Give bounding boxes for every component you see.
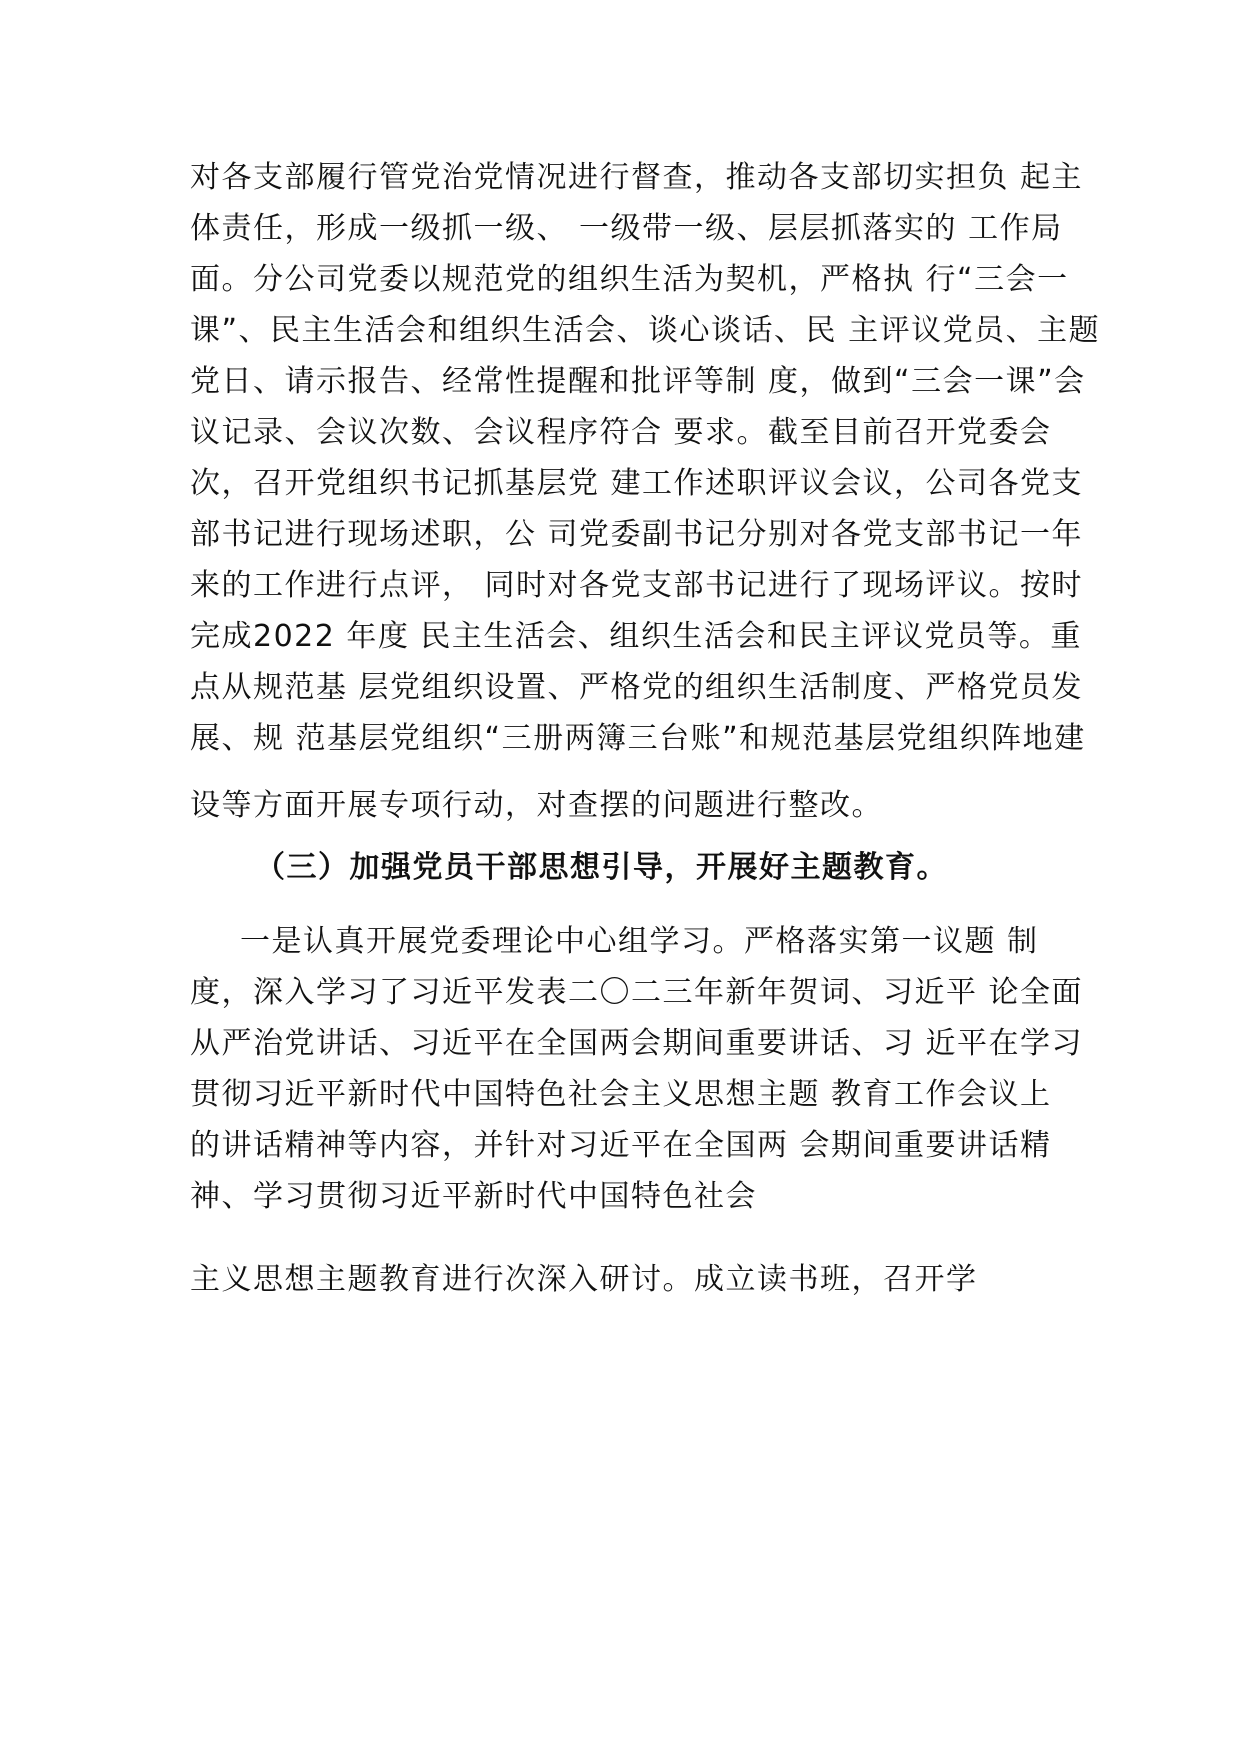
paragraph-line: 对各支部履行管党治党情况进行督查，推动各支部切实担负 起主 [190,160,1084,195]
paragraph-line: 党日、请示报告、经常性提醒和批评等制 度，做到“三会一课”会 [190,364,1086,399]
paragraph-line: 次，召开党组织书记抓基层党 建工作述职评议会议，公司各党支 [190,466,1084,501]
paragraph-line: 体责任，形成一级抓一级、 一级带一级、层层抓落实的 工作局 [190,211,1063,246]
paragraph-line: 展、规 范基层党组织“三册两簿三台账”和规范基层党组织阵地建 [190,721,1086,756]
paragraph-line: 议记录、会议次数、会议程序符合 要求。截至目前召开党委会 [190,415,1052,450]
paragraph-line: 神、学习贯彻习近平新时代中国特色社会 [190,1179,757,1214]
paragraph-line: 从严治党讲话、习近平在全国两会期间重要讲话、习 近平在学习 [190,1026,1084,1061]
paragraph-line: 来的工作进行点评， 同时对各党支部书记进行了现场评议。按时 [190,568,1084,603]
paragraph-line: 的讲话精神等内容，并针对习近平在全国两 会期间重要讲话精 [190,1128,1052,1163]
paragraph-line: 度，深入学习了习近平发表二〇二三年新年贺词、习近平 论全面 [190,975,1084,1010]
paragraph-line: 设等方面开展专项行动，对查摆的问题进行整改。 [190,788,883,823]
paragraph-line: 面。分公司党委以规范党的组织生活为契机，严格执 行“三会一 [190,262,1069,297]
paragraph-line: 贯彻习近平新时代中国特色社会主义思想主题 教育工作会议上 [190,1077,1052,1112]
paragraph-line: 一是认真开展党委理论中心组学习。严格落实第一议题 制 [240,924,1039,959]
paragraph-line: 部书记进行现场述职，公 司党委副书记分别对各党支部书记一年 [190,517,1084,552]
paragraph-line: 主义思想主题教育进行次深入研讨。成立读书班，召开学 [190,1262,978,1297]
paragraph-line: 课”、民主生活会和组织生活会、谈心谈话、民 主评议党员、主题 [190,313,1101,348]
paragraph-line: 点从规范基 层党组织设置、严格党的组织生活制度、严格党员发 [190,670,1084,705]
paragraph-line: 完成2022 年度 民主生活会、组织生活会和民主评议党员等。重 [190,619,1082,654]
section-heading: （三）加强党员干部思想引导，开展好主题教育。 [255,850,948,885]
